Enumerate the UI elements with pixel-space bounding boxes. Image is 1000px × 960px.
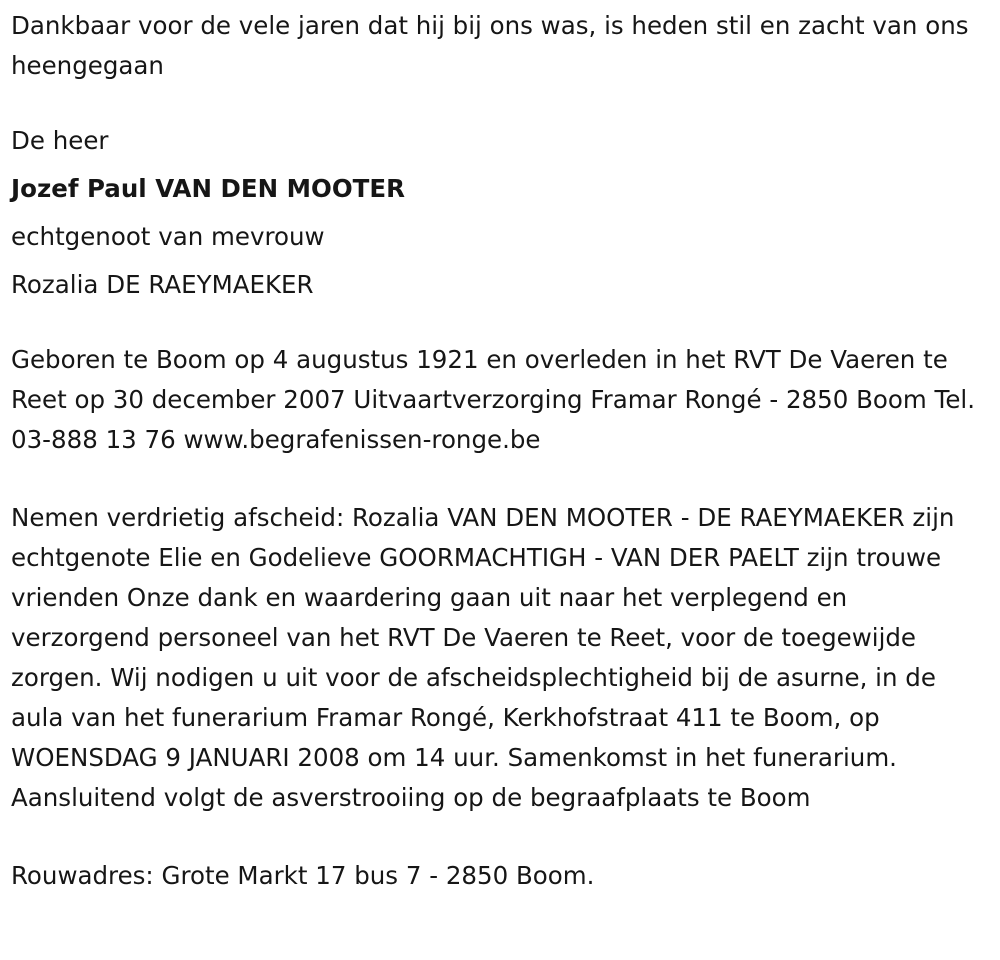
intro-text: Dankbaar voor de vele jaren dat hij bij ons was, is heden stil en zacht van ons heengegaan	[11, 11, 969, 80]
spouse-label: echtgenoot van mevrouw	[11, 222, 325, 251]
mourning-address: Rouwadres: Grote Markt 17 bus 7 - 2850 Boom.	[11, 861, 595, 890]
death-notice	[11, 6, 991, 896]
spacer	[11, 818, 991, 856]
farewell-text: Nemen verdrietig afscheid: Rozalia VAN DEN MOOTER - DE RAEYMAEKER zijn echtgenote Elie en Godelieve GOORMACHTIGH - VAN DER PAELT zijn trouwe vrienden Onze dank en waardering gaan uit naar het verplegend en verzorgend personeel van het RVT De Vaeren te Reet, voor de toegewijde zorgen. Wij nodigen u uit voor de afscheidsplechtigheid bij de asurne, in de aula van het funerarium Framar Rongé, Kerkhofstraat 411 te Boom, op WOENSDAG 9 JANUARI 2008 om 14 uur. Samenkomst in het funerarium. Aansluitend volgt de asverstrooiing op de begraafplaats te Boom	[11, 503, 955, 812]
spacer	[11, 86, 991, 117]
deceased-name: Jozef Paul VAN DEN MOOTER	[11, 174, 405, 203]
spouse-name: Rozalia DE RAEYMAEKER	[11, 270, 314, 299]
spacer	[11, 460, 991, 498]
birth-death-text: Geboren te Boom op 4 augustus 1921 en overleden in het RVT De Vaeren te Reet op 30 december 2007 Uitvaartverzorging Framar Rongé - 2850 Boom Tel. 03-888 13 76 www.begrafenissen-ronge.be	[11, 345, 975, 454]
spacer	[11, 309, 991, 340]
title-line: De heer	[11, 126, 109, 155]
